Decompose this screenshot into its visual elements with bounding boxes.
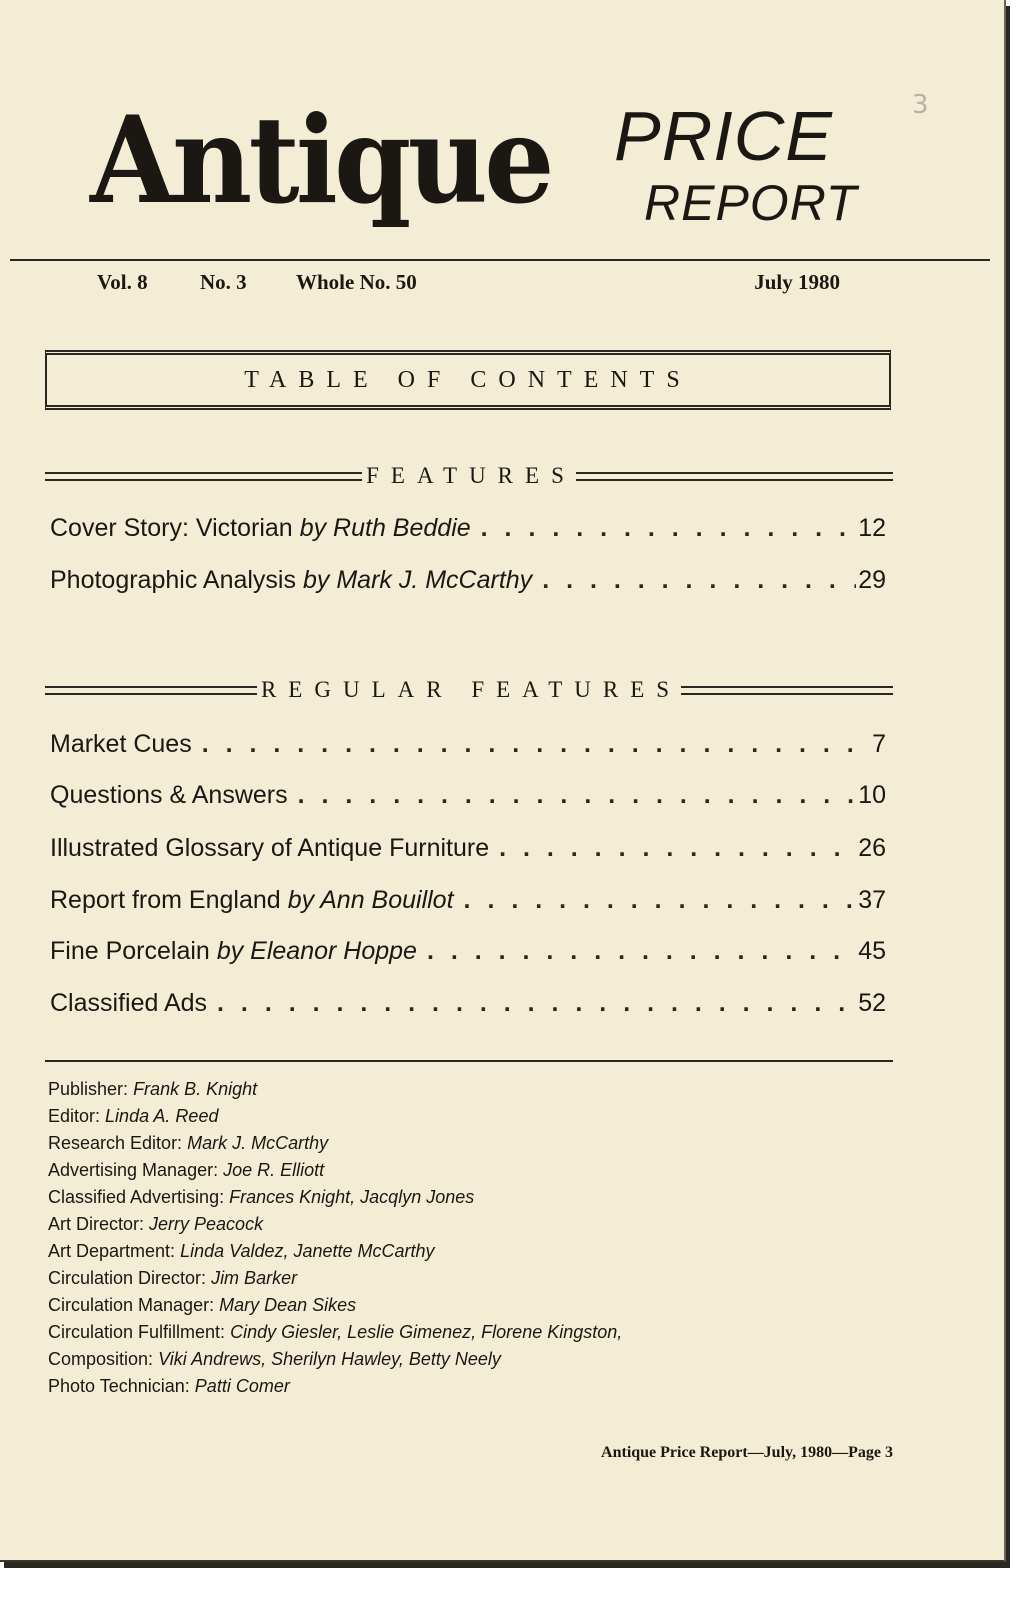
staff-names: Mary Dean Sikes [219,1295,357,1315]
toc-entry-page: 10 [858,781,886,809]
staff-row [48,1184,768,1211]
regular-features-heading [45,675,893,705]
dot-leader [202,726,870,762]
staff-role: Editor: [48,1106,101,1126]
logo-word-antique: Antique [90,90,551,231]
staff-row [48,1103,768,1130]
masthead-logo [90,90,858,246]
double-rule-left [45,686,257,695]
staff-role: Advertising Manager: [48,1160,219,1180]
staff-role: Art Director: [48,1214,145,1234]
staff-role: Composition: [48,1349,154,1369]
dot-leader [481,510,857,546]
toc-entry[interactable] [50,726,886,762]
staff-role: Circulation Manager: [48,1295,215,1315]
toc-entry[interactable] [50,933,886,969]
toc-entry-title: Cover Story: Victorian [50,514,293,542]
features-heading-label: FEATURES [366,463,576,488]
staff-divider [45,1060,893,1062]
toc-entry-page: 45 [858,937,886,965]
dot-leader [464,882,857,918]
staff-role: Art Department: [48,1241,176,1261]
toc-entry-title: Questions & Answers [50,781,288,809]
staff-row [48,1130,768,1157]
pencil-mark: 3 [912,90,929,120]
staff-names: Mark J. McCarthy [187,1133,329,1153]
dot-leader [217,985,856,1021]
features-heading [45,461,893,491]
toc-entry-title: Classified Ads [50,989,208,1017]
masthead-divider [10,259,990,261]
dot-leader [499,830,856,866]
toc-entry[interactable] [50,562,886,598]
staff-names: Patti Comer [194,1376,290,1396]
staff-row [48,1346,768,1373]
staff-role: Research Editor: [48,1133,183,1153]
staff-role: Publisher: [48,1079,129,1099]
toc-entry-title: Market Cues [50,730,192,758]
staff-names: Jerry Peacock [149,1214,264,1234]
logo-word-price: PRICE [614,97,833,175]
issue-whole-number: Whole No. 50 [296,270,417,294]
toc-entry[interactable] [50,830,886,866]
toc-entry[interactable] [50,882,886,918]
double-rule-right [681,686,893,695]
staff-role: Circulation Director: [48,1268,207,1288]
dot-leader [542,562,856,598]
staff-names: Viki Andrews, Sherilyn Hawley, Betty Neely [158,1349,501,1369]
staff-names: Frances Knight, Jacqlyn Jones [229,1187,475,1207]
staff-names: Linda A. Reed [105,1106,219,1126]
dot-leader [298,777,857,813]
staff-role: Photo Technician: [48,1376,190,1396]
page-footer: Antique Price Report—July, 1980—Page 3 [601,1444,893,1461]
staff-masthead [48,1076,768,1400]
staff-role: Circulation Fulfillment: [48,1322,226,1342]
toc-entry-byline: by Ruth Beddie [299,514,471,542]
toc-entry-page: 26 [858,834,886,862]
staff-row [48,1238,768,1265]
toc-entry-page: 29 [858,566,886,594]
toc-entry-page: 37 [858,886,886,914]
toc-entry-page: 12 [858,514,886,542]
staff-row [48,1157,768,1184]
toc-entry-title: Fine Porcelain [50,937,210,965]
toc-entry-title: Photographic Analysis [50,566,296,594]
toc-heading: TABLE OF CONTENTS [244,366,692,393]
staff-names: Joe R. Elliott [223,1160,325,1180]
regular-features-heading-label: REGULAR FEATURES [260,677,682,702]
staff-names: Linda Valdez, Janette McCarthy [180,1241,435,1261]
toc-entry-page: 7 [872,730,886,758]
toc-entry-byline: by Eleanor Hoppe [216,937,417,965]
issue-info [97,270,840,298]
toc-entry-title: Illustrated Glossary of Antique Furniture [50,834,490,862]
staff-names: Frank B. Knight [133,1079,258,1099]
toc-entry-page: 52 [858,989,886,1017]
dot-leader [427,933,856,969]
double-rule-right [576,472,893,481]
toc-heading-box [45,350,891,410]
staff-row [48,1292,768,1319]
toc-entry-byline: by Ann Bouillot [287,886,454,914]
toc-entry[interactable] [50,510,886,546]
staff-names: Jim Barker [211,1268,298,1288]
logo-word-report: REPORT [644,175,858,231]
staff-row [48,1211,768,1238]
toc-entry[interactable] [50,777,886,813]
staff-row [48,1076,768,1103]
issue-number: No. 3 [200,270,247,294]
toc-entry-title: Report from England [50,886,281,914]
toc-entry[interactable] [50,985,886,1021]
issue-volume: Vol. 8 [97,270,148,294]
staff-names: Cindy Giesler, Leslie Gimenez, Florene Kingston, [230,1322,623,1342]
staff-row [48,1319,768,1346]
staff-row [48,1373,768,1400]
issue-date: July 1980 [754,270,840,294]
staff-row [48,1265,768,1292]
staff-role: Classified Advertising: [48,1187,225,1207]
toc-entry-byline: by Mark J. McCarthy [302,566,533,594]
double-rule-left [45,472,362,481]
